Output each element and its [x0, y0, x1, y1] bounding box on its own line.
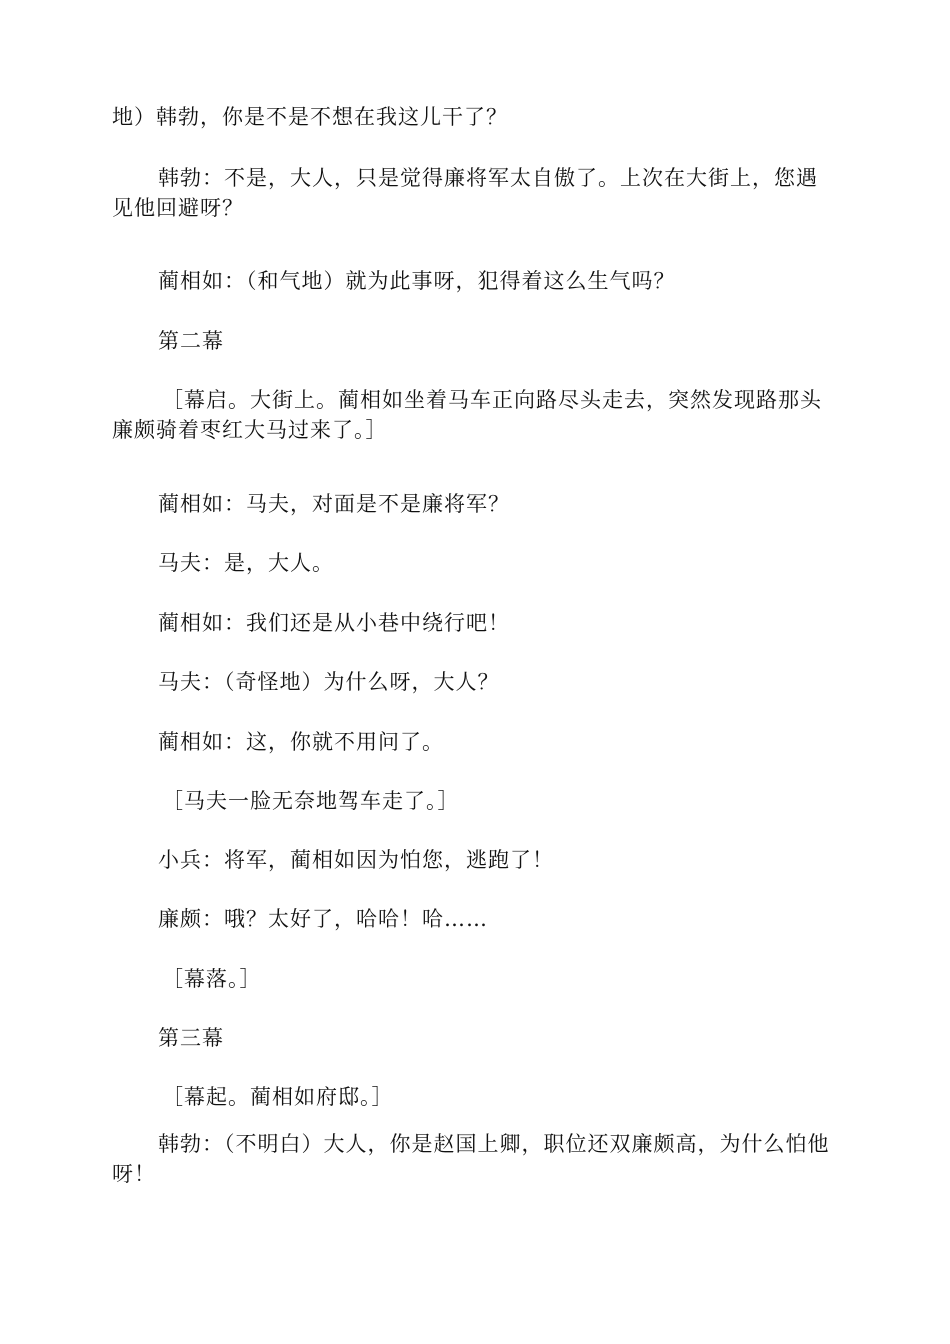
paragraph-9: 马夫：（奇怪地）为什么呀，大人？: [158, 670, 500, 694]
paragraph-2: 韩勃：不是，大人，只是觉得廉将军太自傲了。上次在大街上，您遇见他回避呀？: [112, 166, 818, 220]
paragraph-10: 蔺相如：这，你就不用问了。: [158, 730, 444, 754]
paragraph-7: 马夫：是，大人。: [158, 551, 334, 575]
act-heading-3: 第三幕: [158, 1026, 224, 1050]
paragraph-1: 地）韩勃，你是不是不想在我这儿干了？: [112, 105, 508, 129]
paragraph-6: 蔺相如：马夫，对面是不是廉将军？: [158, 492, 510, 516]
stage-direction-4: ［幕起。蔺相如府邸。］: [162, 1085, 394, 1109]
stage-direction-1: ［幕启。大街上。蔺相如坐着马车正向路尽头走去，突然发现路那头廉颇骑着枣红大马过来了。］: [112, 388, 822, 442]
paragraph-13: 廉颇：哦？太好了，哈哈！哈……: [158, 907, 488, 931]
paragraph-17: 韩勃：（不明白）大人，你是赵国上卿，职位还双廉颇高，为什么怕他呀！: [112, 1132, 830, 1186]
stage-direction-2: ［马夫一脸无奈地驾车走了。］: [162, 789, 460, 813]
paragraph-3: 蔺相如：（和气地）就为此事呀，犯得着这么生气吗？: [158, 269, 676, 293]
act-heading-2: 第二幕: [158, 329, 224, 353]
stage-direction-3: ［幕落。］: [162, 967, 262, 991]
paragraph-12: 小兵：将军，蔺相如因为怕您，逃跑了！: [158, 848, 554, 872]
paragraph-8: 蔺相如：我们还是从小巷中绕行吧！: [158, 611, 510, 635]
